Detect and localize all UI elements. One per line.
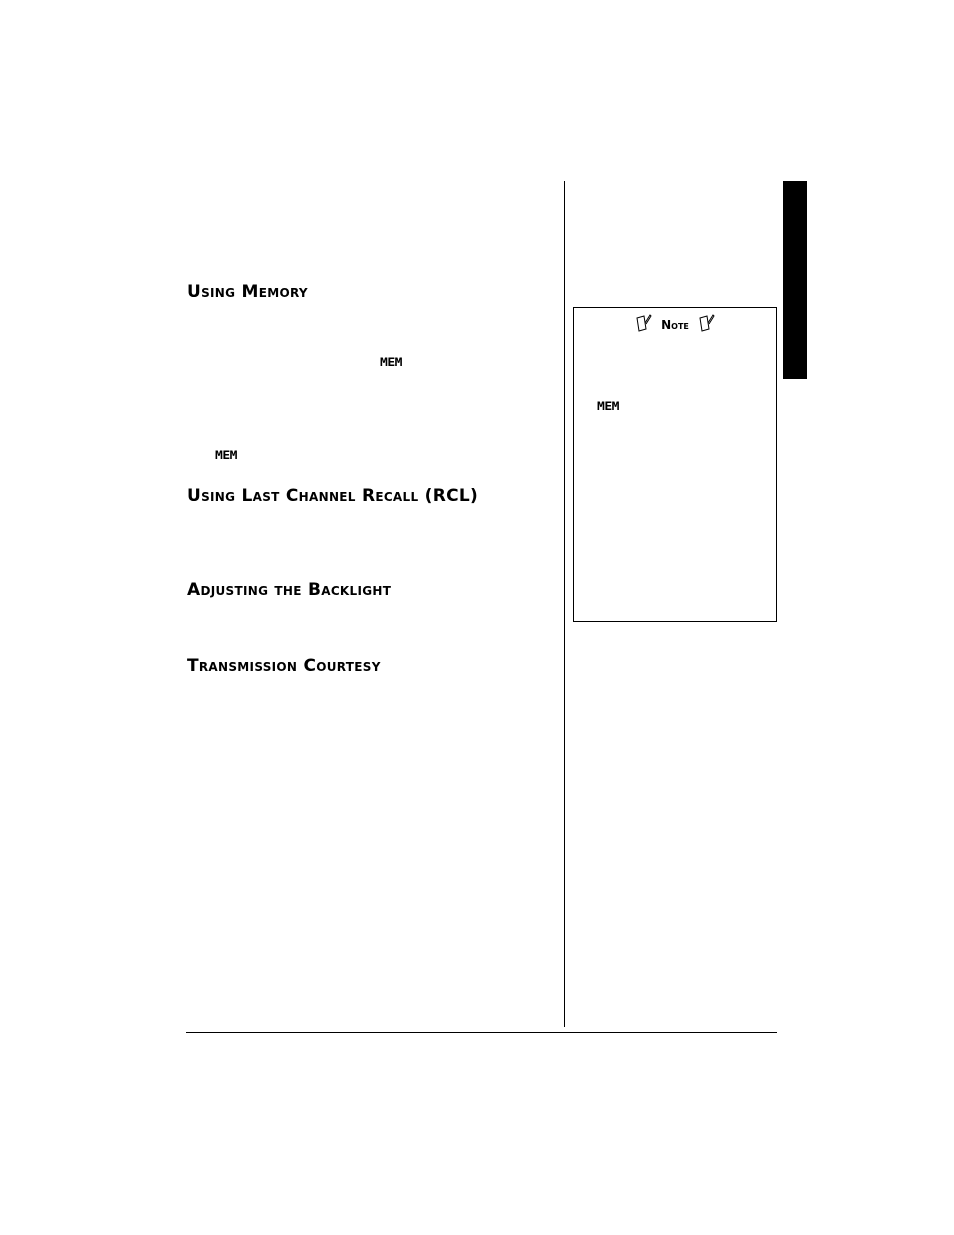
heading-using-last-channel-recall: Using Last Channel Recall (RCL) — [187, 486, 479, 506]
mem-indicator-icon: MEM — [597, 400, 619, 414]
mem-indicator-icon: MEM — [380, 356, 402, 370]
heading-transmission-courtesy: Transmission Courtesy — [187, 656, 381, 676]
note-label: Note — [661, 318, 689, 332]
note-box — [573, 307, 777, 622]
heading-adjusting-backlight: Adjusting the Backlight — [187, 580, 392, 600]
column-divider — [564, 181, 565, 1027]
pencil-note-icon — [698, 314, 715, 336]
section-tab — [783, 181, 807, 379]
mem-indicator-icon: MEM — [215, 449, 237, 463]
heading-using-memory: Using Memory — [187, 282, 308, 302]
pencil-note-icon — [635, 314, 652, 336]
footer-rule — [186, 1032, 777, 1033]
note-header — [574, 314, 776, 336]
